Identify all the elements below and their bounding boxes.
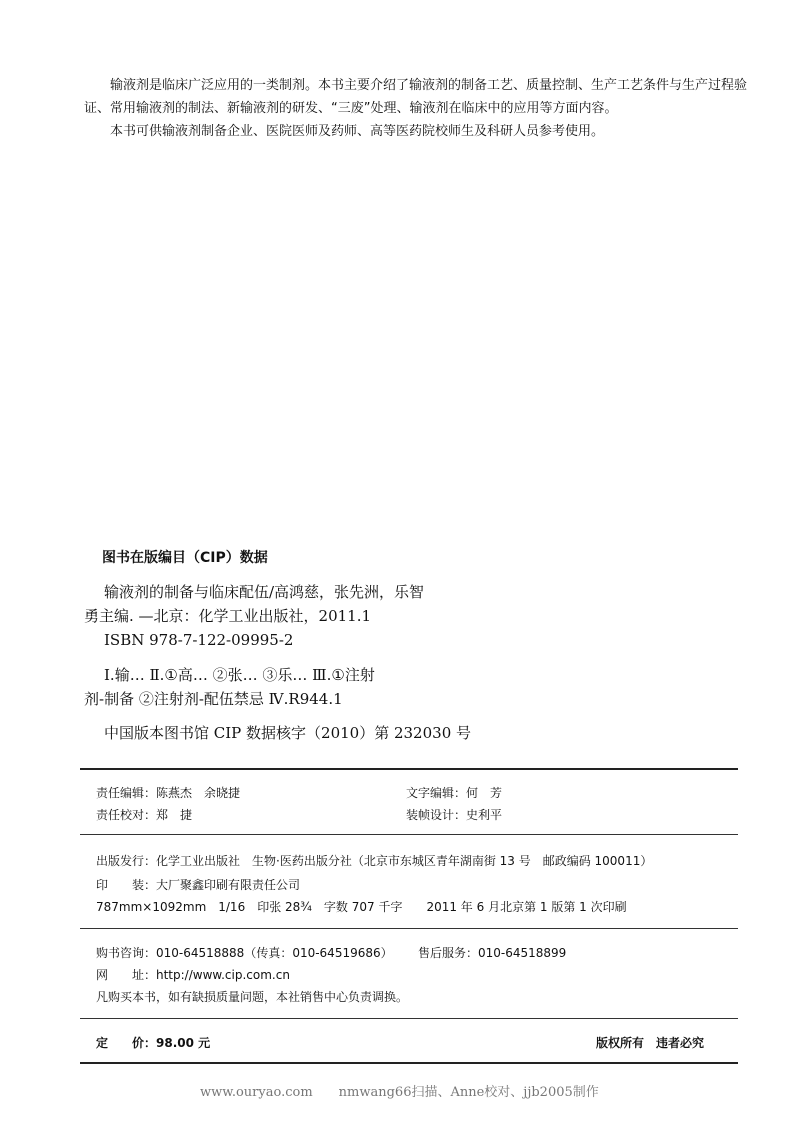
publisher-spec: 787mm×1092mm 1/16 印张 28¾ 字数 707 千字 2011 年 6 月北京第 1 版第 1 次印刷 — [96, 900, 627, 914]
credit-designer: 装帧设计：史利平 — [406, 808, 503, 822]
divider-top — [80, 768, 738, 770]
divider-credits — [80, 834, 738, 835]
credit-proofreader: 责任校对：郑 捷 — [96, 808, 193, 822]
summary-paragraph: 输液剂是临床广泛应用的一类制剂。本书主要介绍了输液剂的制备工艺、质量控制、生产工艺条件与生产过程验证、常用输液剂的制法、新输液剂的研发、“三废”处理、输液剂在临床中的应用等方面内容。 — [84, 78, 748, 116]
cip-core-text: 中国版本图书馆 CIP 数据核字（2010）第 232030 号 — [104, 724, 472, 742]
cip-heading: 图书在版编目（CIP）数据 — [102, 550, 268, 566]
contact-phone: 购书咨询：010-64518888（传真：010-64519686） — [96, 946, 393, 960]
book-summary — [84, 74, 764, 143]
cip-class-line2: 剂-制备 ②注射剂-配伍禁忌 Ⅳ.R944.1 — [84, 690, 343, 708]
publisher-issue: 出版发行：化学工业出版社 生物·医药出版分社（北京市东城区青年湖南街 13 号 邮政编码 100011） — [96, 854, 653, 868]
scan-credit-footer: www.ouryao.com nmwang66扫描、Anne校对、jjb2005制作 — [200, 1085, 599, 1100]
cip-isbn: ISBN 978-7-122-09995-2 — [104, 631, 294, 649]
contact-service: 售后服务：010-64518899 — [418, 946, 567, 960]
cip-title-block — [84, 580, 484, 652]
cip-title-line1: 输液剂的制备与临床配伍/高鸿慈，张先洲，乐智 — [104, 583, 425, 601]
cip-title-line2: 勇主编. —北京：化学工业出版社，2011.1 — [84, 607, 372, 625]
cip-classification-block — [84, 663, 484, 711]
divider-contact — [80, 1018, 738, 1019]
contact-notice: 凡购买本书，如有缺损质量问题，本社销售中心负责调换。 — [96, 990, 409, 1004]
price-label: 定 价：98.00 元 — [96, 1036, 211, 1050]
divider-bottom — [80, 1062, 738, 1064]
credit-text-editor: 文字编辑：何 芳 — [406, 786, 503, 800]
divider-publisher — [80, 928, 738, 929]
publisher-print: 印 装：大厂聚鑫印刷有限责任公司 — [96, 878, 301, 892]
cip-core-number — [84, 721, 584, 745]
credit-editor: 责任编辑：陈燕杰 余晓捷 — [96, 786, 241, 800]
cip-class-line1: Ⅰ.输… Ⅱ.①高… ②张… ③乐… Ⅲ.①注射 — [104, 666, 375, 684]
rights-notice: 版权所有 违者必究 — [596, 1036, 705, 1050]
audience-paragraph: 本书可供输液剂制备企业、医院医师及药师、高等医药院校师生及科研人员参考使用。 — [110, 124, 605, 139]
contact-website: 网 址：http://www.cip.com.cn — [96, 968, 290, 982]
